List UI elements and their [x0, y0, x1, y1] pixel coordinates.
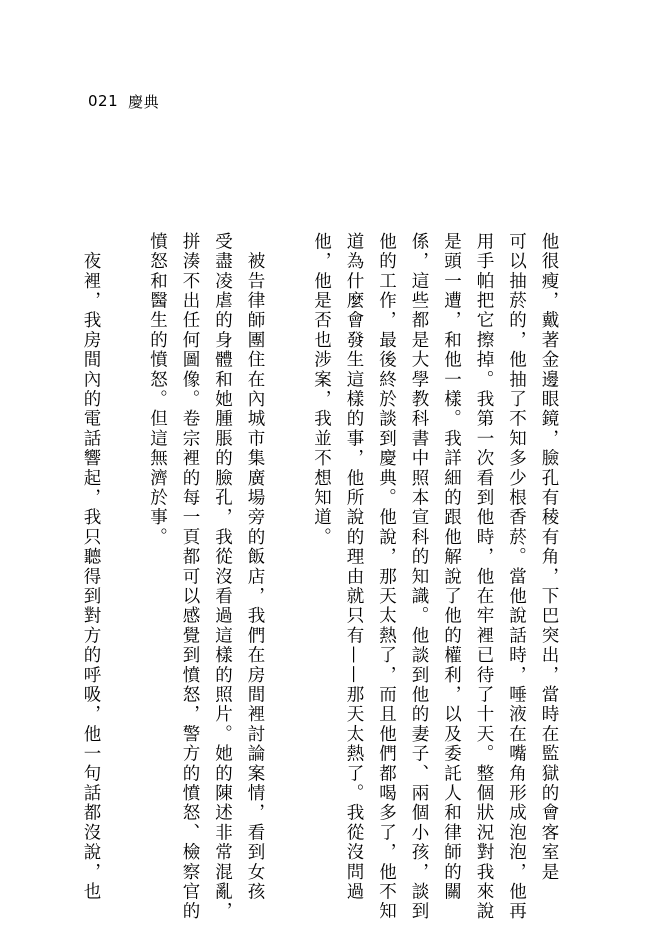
text-column: 他很瘦，戴著金邊眼鏡，臉孔有稜有角，下巴突出，當時在監獄的會客室是	[539, 232, 559, 883]
text-column: 夜裡，我房間內的電話響起，我只聽得到對方的呼吸，他一句話都沒說，也	[81, 232, 101, 902]
chapter-title: 慶典	[128, 92, 160, 111]
text-column: 拼湊不出任何圖像。卷宗裡的每一頁都可以感覺到憤怒，警方的憤怒、檢察官的	[180, 232, 200, 922]
text-column: 被告律師團住在內城市集廣場旁的飯店，我們在房間裡討論案情，看到女孩	[245, 232, 265, 902]
text-column: 他，他是否也涉案，我並不想知道。	[311, 232, 332, 548]
page-number: 021	[88, 92, 119, 110]
text-column: 是頭一遭，和他一樣。我詳細的跟他解說了他的權利，以及委託人和律師的關	[441, 232, 462, 902]
paragraph-gap	[107, 232, 141, 852]
text-column: 憤怒和醫生的憤怒。但這無濟於事。	[147, 232, 168, 548]
text-column: 用手帕把它擦掉。我第一次看到他時，他在牢裡已待了十天。整個狀況對我來說	[474, 232, 494, 922]
text-column: 受盡凌虐的身體和她腫脹的臉孔，我從沒看過這樣的照片。她的陳述非常混亂，	[212, 232, 233, 922]
running-header	[88, 91, 159, 111]
text-column: 可以抽菸的，他抽了不知多少根香菸。當他說話時，唾液在嘴角形成泡泡，他再	[506, 232, 527, 922]
text-column: 係，這些都是大學教科書中照本宣科的知識。他談到他的妻子、兩個小孩，談到	[409, 232, 429, 922]
text-column: 道為什麼會發生這樣的事，他所說的理由就只有——那天太熱了。我從沒問過	[344, 232, 364, 902]
paragraph-gap	[271, 232, 305, 852]
text-column: 他的工作，最後終於談到慶典。他說，那天太熱了，而且他們都喝多了，他不知	[376, 232, 397, 922]
vertical-text-body	[81, 232, 565, 922]
